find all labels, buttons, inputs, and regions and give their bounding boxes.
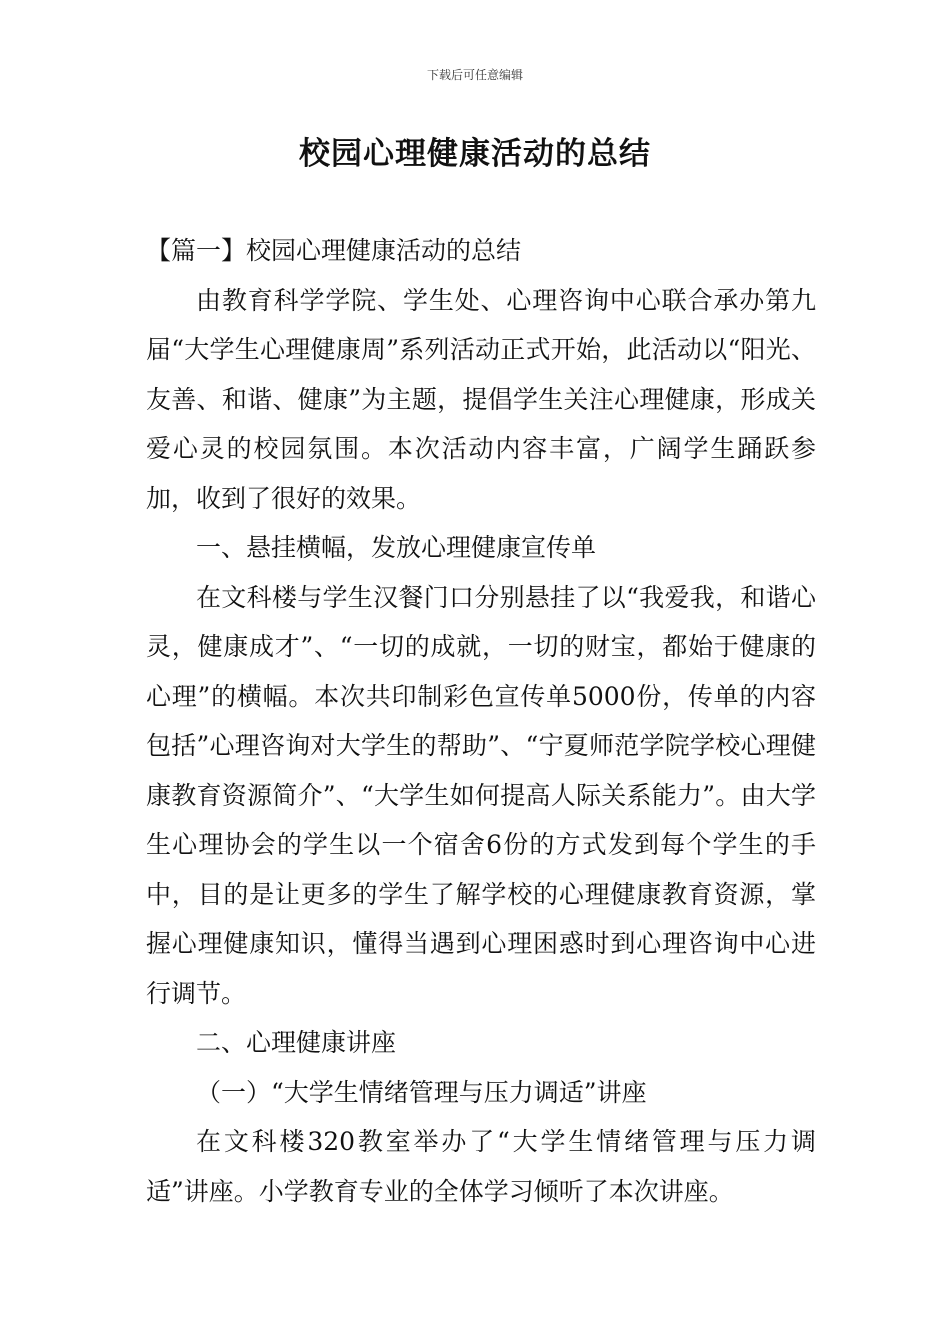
section-heading: 【篇一】校园心理健康活动的总结 xyxy=(146,236,522,265)
paragraph-intro: 由教育科学学院、学生处、心理咨询中心联合承办第九届“大学生心理健康周”系列活动正式开始，此活动以“阳光、友善、和谐、健康”为主题，提倡学生关注心理健康，形成关爱心灵的校园氛围。本次活动内容丰富，广阔学生踊跃参加，收到了很好的效果。 xyxy=(146,285,816,513)
subheading-lecture-one: （一）“大学生情绪管理与压力调适”讲座 xyxy=(196,1077,647,1107)
paragraph-lecture-one: 在文科楼320教室举办了“大学生情绪管理与压力调适”讲座。小学教育专业的全体学习倾听了本次讲座。 xyxy=(146,1127,816,1206)
header-note: 下载后可任意编辑 xyxy=(426,68,523,82)
paragraph-banners: 在文科楼与学生汉餐门口分别悬挂了以“我爱我，和谐心灵，健康成才”、“一切的成就，一切的财宝，都始于健康的心理”的横幅。本次共印制彩色宣传单5000份，传单的内容包括”心理咨询对大学生的帮助”、“宁夏师范学院学校心理健康教育资源简介”、“大学生如何提高人际关系能力”。由大学生心理协会的学生以一个宿舍6份的方式发到每个学生的手中，目的是让更多的学生了解学校的心理健康教育资源，掌握心理健康知识，懂得当遇到心理困惑时到心理咨询中心进行调节。 xyxy=(146,582,816,1008)
document-body xyxy=(146,226,816,1216)
subheading-lectures: 二、心理健康讲座 xyxy=(196,1028,397,1057)
document-title: 校园心理健康活动的总结 xyxy=(299,136,651,172)
subheading-banners: 一、悬挂横幅，发放心理健康宣传单 xyxy=(196,533,597,562)
